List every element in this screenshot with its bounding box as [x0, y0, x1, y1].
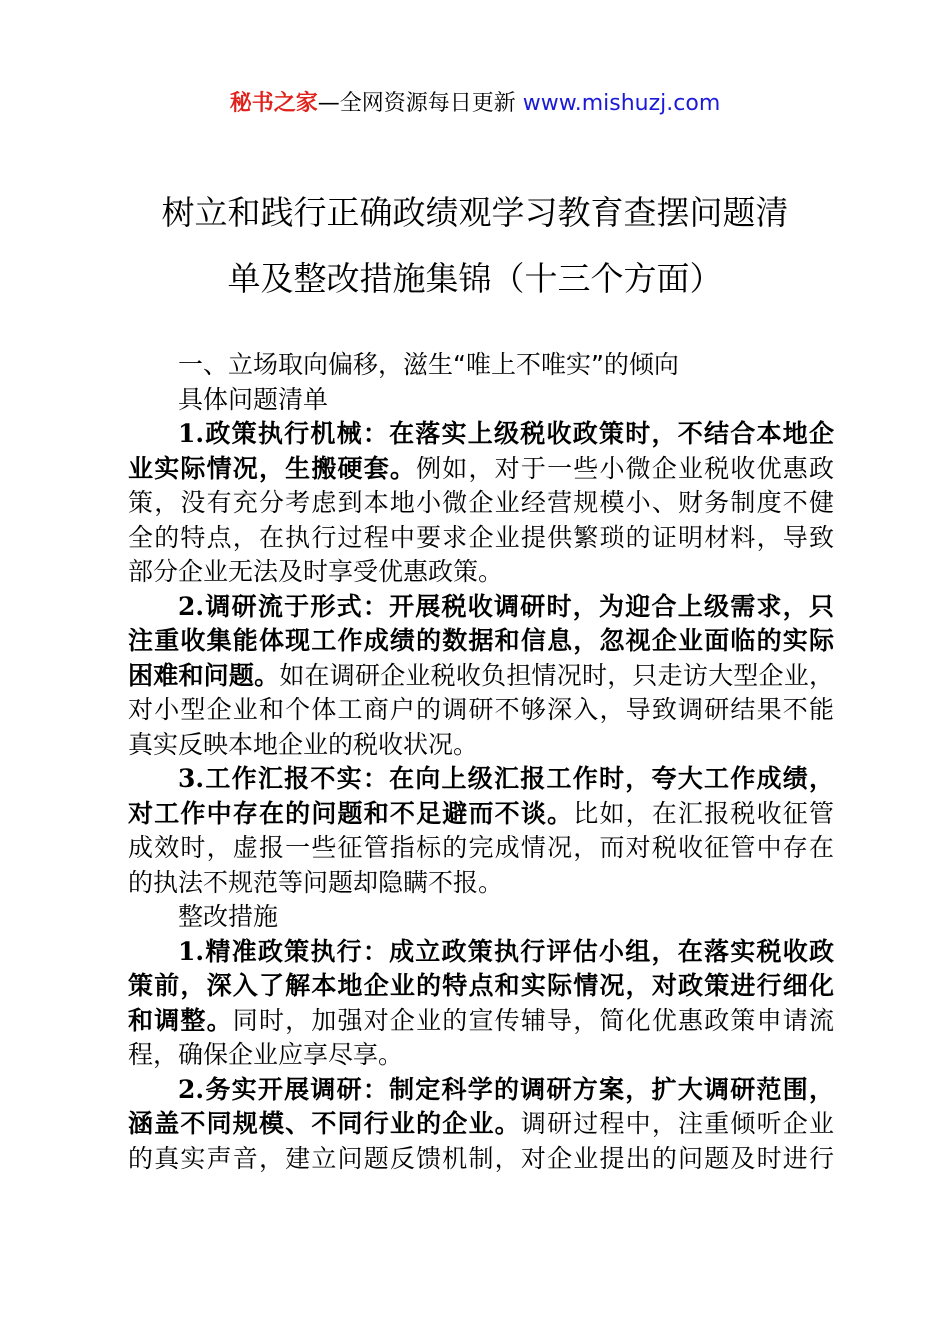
- problem-item-1: [128, 417, 834, 590]
- problem-2-line-3: [128, 659, 834, 694]
- site-slogan: 全网资源每日更新: [339, 91, 523, 116]
- measure-1-line-4: 程，确保企业应享尽享。: [128, 1040, 404, 1069]
- problem-3-line-2: [128, 797, 834, 832]
- measure-1-line-1: 1.精准政策执行：成立政策执行评估小组，在落实税收政: [178, 936, 834, 966]
- problem-3-bold-tail: 对工作中存在的问题和不足避而不谈。: [128, 798, 574, 828]
- measure-2-line-1: 2.务实开展调研：制定科学的调研方案，扩大调研范围，: [178, 1074, 834, 1104]
- problem-1-line-2: [128, 452, 834, 487]
- problem-2-bold-tail: 困难和问题。: [128, 660, 280, 690]
- document-title: [120, 180, 830, 312]
- problem-item-2: [128, 590, 834, 763]
- problems-label-text: 具体问题清单: [178, 384, 329, 414]
- document-body: [128, 348, 834, 1176]
- header-dash: —: [317, 91, 340, 116]
- problem-3-line-3: 成效时，虚报一些征管指标的完成情况，而对税收征管中存在: [128, 833, 834, 862]
- measure-1-bold-tail: 和调整。: [128, 1005, 233, 1035]
- site-header: [0, 88, 950, 120]
- problem-2-line-2: 注重收集能体现工作成绩的数据和信息，忽视企业面临的实际: [128, 626, 834, 655]
- measure-item-2: [128, 1073, 834, 1177]
- problem-3-line-1: 3.工作汇报不实：在向上级汇报工作时，夸大工作成绩，: [178, 764, 834, 793]
- measure-2-line-3: 的真实声音，建立问题反馈机制，对企业提出的问题及时进行: [128, 1143, 834, 1173]
- measure-1-line-3: [128, 1004, 834, 1039]
- section-heading: [128, 348, 834, 383]
- measures-label: [128, 900, 834, 935]
- problem-2-line-5: 真实反映本地企业的税收状况。: [128, 729, 479, 759]
- problem-2-text: 如在调研企业税收负担情况时，只走访大型企业，: [279, 660, 834, 690]
- measure-item-1: [128, 935, 834, 1073]
- measure-1-line-2: 策前，深入了解本地企业的特点和实际情况，对政策进行细化: [128, 971, 834, 1000]
- problem-1-line-4: 全的特点，在执行过程中要求企业提供繁琐的证明材料，导致: [128, 522, 834, 552]
- site-url[interactable]: www.mishuzj.com: [522, 91, 721, 116]
- measures-label-text: 整改措施: [178, 902, 279, 931]
- measure-1-text: 同时，加强对企业的宣传辅导，简化优惠政策申请流: [232, 1005, 834, 1035]
- problems-label: [128, 383, 834, 418]
- title-line-1: 树立和践行正确政绩观学习教育查摆问题清: [161, 193, 789, 232]
- section-heading-text: 一、立场取向偏移，滋生“唯上不唯实”的倾向: [178, 350, 679, 379]
- problem-1-bold-tail: 业实际情况，生搬硬套。: [128, 453, 417, 483]
- title-line-2: 单及整改措施集锦（十三个方面）: [227, 259, 723, 298]
- site-brand: 秘书之家: [229, 91, 318, 116]
- problem-1-line-1: 1.政策执行机械：在落实上级税收政策时，不结合本地企: [178, 419, 834, 448]
- problem-2-line-4: 对小型企业和个体工商户的调研不够深入，导致调研结果不能: [128, 695, 834, 724]
- problem-3-text: 比如，在汇报税收征管: [573, 798, 834, 828]
- problem-item-3: [128, 762, 834, 900]
- measure-2-bold-tail: 涵盖不同规模、不同行业的企业。: [128, 1109, 521, 1138]
- problem-3-line-4: 的执法不规范等问题却隐瞒不报。: [128, 867, 504, 897]
- problem-2-line-1: 2.调研流于形式：开展税收调研时，为迎合上级需求，只: [178, 591, 834, 621]
- problem-1-line-5: 部分企业无法及时享受优惠政策。: [128, 557, 504, 586]
- problem-1-text: 例如，对于一些小微企业税收优惠政: [416, 453, 834, 483]
- measure-2-line-2: [128, 1107, 834, 1142]
- problem-1-line-3: 策，没有充分考虑到本地小微企业经营规模小、财务制度不健: [128, 488, 834, 517]
- measure-2-text: 调研过程中，注重倾听企业: [520, 1109, 834, 1138]
